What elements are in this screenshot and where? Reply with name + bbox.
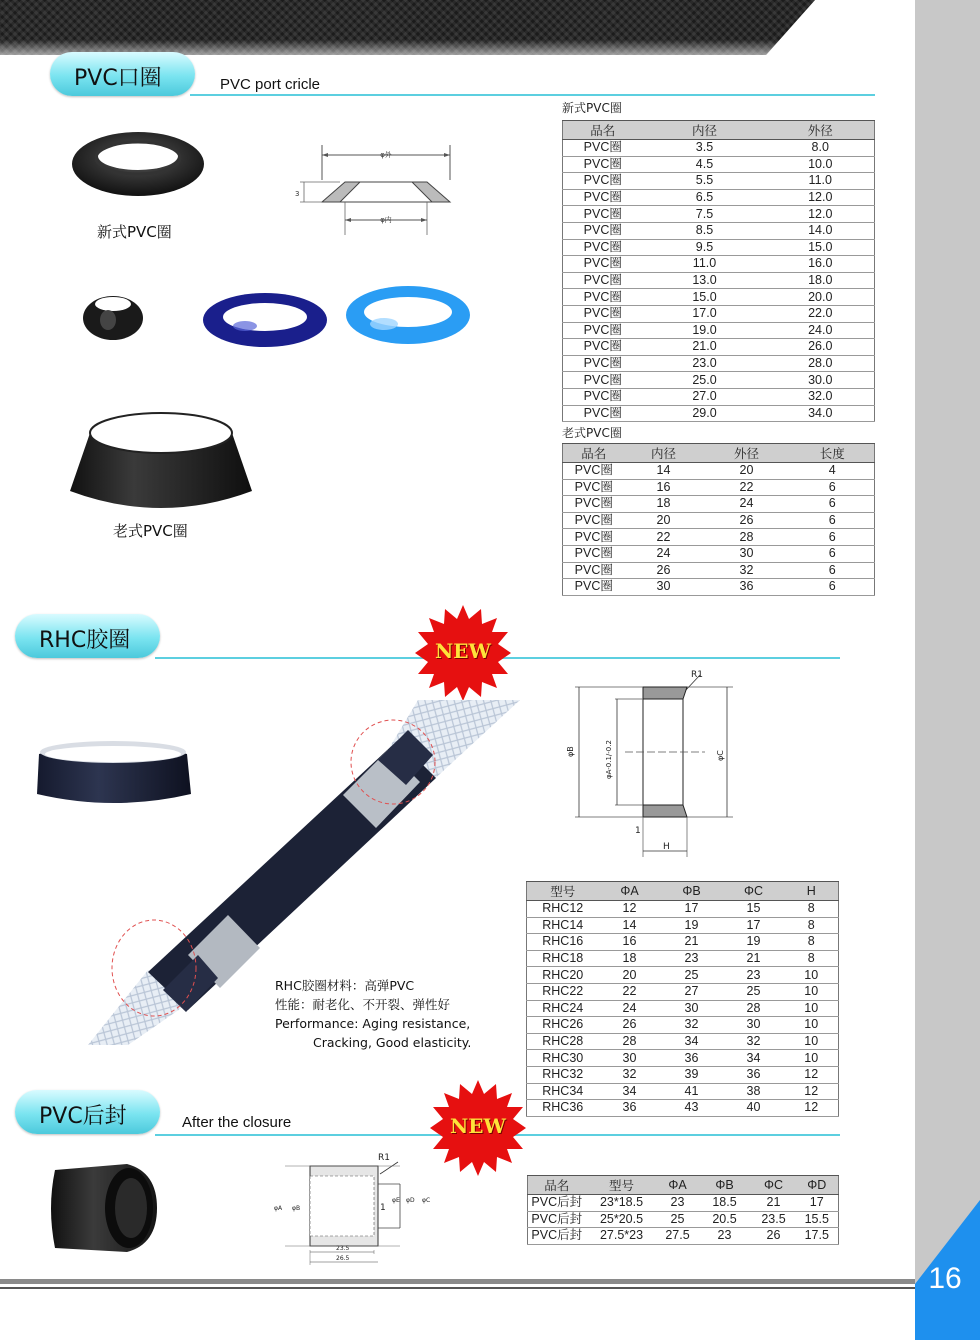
table-header-row — [527, 882, 839, 901]
table-row — [527, 1050, 839, 1067]
old-style-caption: 老式PVC圈 — [113, 522, 188, 540]
table-cell: PVC圈 — [563, 545, 625, 562]
closure-image — [45, 1162, 160, 1257]
column-header: 型号 — [527, 882, 599, 901]
pvc-height-label: 3 — [295, 190, 300, 198]
section-title-pvc-ring — [50, 52, 195, 96]
table-row — [527, 983, 839, 1000]
table-cell: 34 — [599, 1083, 661, 1100]
table-header-row — [528, 1176, 839, 1195]
table-row — [563, 206, 875, 223]
table-cell: 23 — [698, 1228, 752, 1245]
closure-r1-label: R1 — [378, 1153, 390, 1163]
small-black-ring-image — [80, 292, 146, 342]
table-cell: 20 — [599, 967, 661, 984]
table-cell: PVC圈 — [563, 463, 625, 480]
table-cell: 27.5*23 — [586, 1228, 658, 1245]
navy-ring-image — [200, 290, 330, 350]
table-cell: 10.0 — [767, 156, 875, 173]
table-cell: 27.5 — [658, 1228, 698, 1245]
table-cell: 10 — [785, 1000, 839, 1017]
table-row — [563, 222, 875, 239]
table-cell: PVC圈 — [563, 222, 643, 239]
section-subtitle: PVC port cricle — [220, 76, 321, 93]
section-title-text: PVC后封 — [39, 1104, 127, 1129]
old-style-ring-image — [68, 405, 254, 515]
table-row — [527, 901, 839, 918]
rhc-performance-line-2: Cracking, Good elasticity. — [313, 1035, 472, 1050]
table-row — [563, 339, 875, 356]
table-cell: 30 — [723, 1017, 785, 1034]
table-cell: 21 — [661, 934, 723, 951]
table-cell: 23.0 — [643, 355, 767, 372]
column-header: ΦB — [661, 882, 723, 901]
table-row — [563, 388, 875, 405]
table-cell: 10 — [785, 967, 839, 984]
footer-rule — [0, 1279, 915, 1284]
table-cell: 4.5 — [643, 156, 767, 173]
section-title-text: RHC胶圈 — [39, 628, 131, 653]
column-header: 品名 — [563, 121, 643, 140]
table-header-row — [563, 121, 875, 140]
right-side-bar — [915, 0, 980, 1340]
table-cell: PVC圈 — [563, 239, 643, 256]
table-cell: RHC36 — [527, 1100, 599, 1117]
column-header: 品名 — [563, 444, 625, 463]
table-cell: 8 — [785, 901, 839, 918]
table-cell: 21.0 — [643, 339, 767, 356]
table-cell: PVC圈 — [563, 512, 625, 529]
table-cell: 41 — [661, 1083, 723, 1100]
table-cell: 36 — [723, 1066, 785, 1083]
table-cell: 23*18.5 — [586, 1195, 658, 1212]
table-cell: 21 — [723, 950, 785, 967]
table-cell: PVC圈 — [563, 173, 643, 190]
table-cell: PVC圈 — [563, 272, 643, 289]
rhc-h-label: H — [663, 842, 670, 852]
table-row — [527, 1017, 839, 1034]
table-cell: 22 — [703, 479, 791, 496]
table-cell: 25 — [723, 983, 785, 1000]
table-cell: 30 — [703, 545, 791, 562]
table-row — [563, 479, 875, 496]
table-cell: 6 — [791, 529, 875, 546]
table-row — [563, 173, 875, 190]
table-cell: 28 — [703, 529, 791, 546]
table-cell: 12 — [599, 901, 661, 918]
table-cell: PVC圈 — [563, 372, 643, 389]
table-cell: 12 — [785, 1083, 839, 1100]
table-cell: 20.5 — [698, 1211, 752, 1228]
table-cell: PVC后封 — [528, 1195, 586, 1212]
table-row — [563, 289, 875, 306]
table-cell: 22 — [625, 529, 703, 546]
table-row — [527, 1033, 839, 1050]
section-rule — [190, 94, 875, 96]
table-cell: 15.0 — [767, 239, 875, 256]
table-cell: 36 — [599, 1100, 661, 1117]
rhc-material-line: RHC胶圈材料：高弹PVC — [275, 978, 415, 993]
table-row — [563, 405, 875, 422]
section-title-closure — [15, 1090, 160, 1134]
table-cell: 25 — [661, 967, 723, 984]
table-cell: 32 — [723, 1033, 785, 1050]
closure-w1-label: 23.5 — [336, 1245, 350, 1252]
light-blue-ring-image — [344, 284, 472, 346]
table-cell: 6.5 — [643, 189, 767, 206]
table-row — [563, 496, 875, 513]
section-title-rhc — [15, 614, 160, 658]
table-cell: 12 — [785, 1066, 839, 1083]
column-header: ΦA — [599, 882, 661, 901]
old-style-table-label: 老式PVC圈 — [562, 426, 622, 440]
table-cell: 15.5 — [796, 1211, 839, 1228]
table-cell: 27.0 — [643, 388, 767, 405]
table-cell: 24 — [625, 545, 703, 562]
table-cell: 25 — [658, 1211, 698, 1228]
table-cell: 14.0 — [767, 222, 875, 239]
table-cell: 8 — [785, 917, 839, 934]
table-cell: 24.0 — [767, 322, 875, 339]
table-cell: 11.0 — [767, 173, 875, 190]
table-row — [527, 917, 839, 934]
table-cell: 8.0 — [767, 140, 875, 157]
table-cell: PVC后封 — [528, 1228, 586, 1245]
table-cell: 10 — [785, 1033, 839, 1050]
closure-a-label: φA — [274, 1205, 283, 1212]
table-cell: PVC圈 — [563, 529, 625, 546]
table-cell: 30 — [599, 1050, 661, 1067]
table-row — [563, 579, 875, 596]
table-cell: PVC圈 — [563, 256, 643, 273]
table-cell: 8.5 — [643, 222, 767, 239]
new-style-table-label: 新式PVC圈 — [562, 101, 622, 115]
column-header: ΦB — [698, 1176, 752, 1195]
table-cell: RHC26 — [527, 1017, 599, 1034]
table-cell: RHC34 — [527, 1083, 599, 1100]
table-cell: 17 — [661, 901, 723, 918]
table-cell: PVC圈 — [563, 305, 643, 322]
table-row — [528, 1211, 839, 1228]
rhc-a-label: φA-0.1/-0.2 — [605, 740, 613, 779]
table-cell: PVC圈 — [563, 140, 643, 157]
rhc-r1-label: R1 — [691, 670, 703, 680]
column-header: 内径 — [625, 444, 703, 463]
table-cell: 24 — [599, 1000, 661, 1017]
table-cell: 25*20.5 — [586, 1211, 658, 1228]
rhc-description — [275, 976, 471, 1052]
table-cell: 30 — [661, 1000, 723, 1017]
table-cell: PVC圈 — [563, 156, 643, 173]
column-header: 外径 — [703, 444, 791, 463]
table-cell: 6 — [791, 579, 875, 596]
column-header: ΦC — [752, 1176, 796, 1195]
closure-drawing — [270, 1150, 450, 1270]
table-cell: 20 — [703, 463, 791, 480]
table-cell: RHC22 — [527, 983, 599, 1000]
table-cell: RHC12 — [527, 901, 599, 918]
table-cell: 19 — [723, 934, 785, 951]
table-cell: 23.5 — [752, 1211, 796, 1228]
column-header: 品名 — [528, 1176, 586, 1195]
table-cell: RHC24 — [527, 1000, 599, 1017]
table-cell: 28.0 — [767, 355, 875, 372]
table-cell: 18 — [625, 496, 703, 513]
pvc-outer-label: φ外 — [380, 151, 392, 159]
table-cell: 32 — [599, 1066, 661, 1083]
table-row — [563, 463, 875, 480]
table-cell: 10 — [785, 1017, 839, 1034]
table-cell: 14 — [599, 917, 661, 934]
column-header: ΦC — [723, 882, 785, 901]
closure-one-label: 1 — [380, 1203, 386, 1213]
table-cell: 25.0 — [643, 372, 767, 389]
table-cell: 23 — [723, 967, 785, 984]
table-cell: PVC圈 — [563, 189, 643, 206]
table-cell: PVC圈 — [563, 405, 643, 422]
table-cell: 12.0 — [767, 206, 875, 223]
table-cell: RHC14 — [527, 917, 599, 934]
table-cell: RHC32 — [527, 1066, 599, 1083]
table-cell: 16 — [625, 479, 703, 496]
table-cell: 8 — [785, 934, 839, 951]
table-cell: 19.0 — [643, 322, 767, 339]
pvc-ring-drawing — [290, 140, 460, 240]
table-cell: 17 — [796, 1195, 839, 1212]
rhc-b-label: φB — [566, 746, 575, 757]
rhc-table — [526, 881, 839, 1117]
table-row — [527, 1066, 839, 1083]
table-cell: 3.5 — [643, 140, 767, 157]
table-cell: RHC16 — [527, 934, 599, 951]
table-cell: 32 — [703, 562, 791, 579]
table-row — [563, 512, 875, 529]
table-cell: 32.0 — [767, 388, 875, 405]
table-cell: 38 — [723, 1083, 785, 1100]
closure-e-label: φE — [392, 1197, 400, 1204]
table-row — [563, 545, 875, 562]
table-cell: PVC圈 — [563, 289, 643, 306]
table-row — [527, 1000, 839, 1017]
table-cell: PVC圈 — [563, 355, 643, 372]
table-cell: 30.0 — [767, 372, 875, 389]
table-cell: PVC圈 — [563, 339, 643, 356]
table-cell: 7.5 — [643, 206, 767, 223]
new-style-ring-image — [68, 120, 208, 200]
table-cell: 43 — [661, 1100, 723, 1117]
table-row — [563, 529, 875, 546]
table-cell: 6 — [791, 496, 875, 513]
table-cell: RHC18 — [527, 950, 599, 967]
table-cell: PVC圈 — [563, 479, 625, 496]
table-cell: 28 — [599, 1033, 661, 1050]
new-badge-text: NEW — [435, 639, 491, 663]
table-header-row — [563, 444, 875, 463]
table-cell: 5.5 — [643, 173, 767, 190]
table-row — [528, 1195, 839, 1212]
table-cell: 14 — [625, 463, 703, 480]
column-header: ΦD — [796, 1176, 839, 1195]
column-header: ΦA — [658, 1176, 698, 1195]
table-row — [563, 322, 875, 339]
section-title-text: PVC口圈 — [74, 66, 162, 91]
table-cell: 23 — [658, 1195, 698, 1212]
table-cell: 26 — [599, 1017, 661, 1034]
table-row — [563, 562, 875, 579]
table-row — [563, 355, 875, 372]
table-row — [527, 1083, 839, 1100]
column-header: 外径 — [767, 121, 875, 140]
table-cell: 16.0 — [767, 256, 875, 273]
old-style-table — [562, 443, 875, 596]
table-cell: PVC后封 — [528, 1211, 586, 1228]
table-cell: 11.0 — [643, 256, 767, 273]
table-cell: 6 — [791, 562, 875, 579]
table-cell: 15 — [723, 901, 785, 918]
table-cell: 6 — [791, 512, 875, 529]
closure-table — [527, 1175, 839, 1245]
table-cell: 12.0 — [767, 189, 875, 206]
table-cell: 24 — [703, 496, 791, 513]
table-cell: 26 — [703, 512, 791, 529]
table-cell: 40 — [723, 1100, 785, 1117]
table-row — [563, 189, 875, 206]
table-cell: 9.5 — [643, 239, 767, 256]
table-cell: PVC圈 — [563, 388, 643, 405]
table-row — [528, 1228, 839, 1245]
table-cell: 17.0 — [643, 305, 767, 322]
table-row — [563, 305, 875, 322]
column-header: 型号 — [586, 1176, 658, 1195]
table-row — [527, 1100, 839, 1117]
closure-d-label: φD — [406, 1197, 415, 1204]
table-cell: 15.0 — [643, 289, 767, 306]
table-cell: 17.5 — [796, 1228, 839, 1245]
table-row — [527, 950, 839, 967]
table-cell: 26 — [752, 1228, 796, 1245]
table-cell: 34 — [723, 1050, 785, 1067]
table-cell: 6 — [791, 479, 875, 496]
table-cell: 28 — [723, 1000, 785, 1017]
table-row — [563, 372, 875, 389]
table-cell: 13.0 — [643, 272, 767, 289]
table-cell: PVC圈 — [563, 206, 643, 223]
rhc-one-label: 1 — [635, 826, 641, 836]
table-cell: 30 — [625, 579, 703, 596]
table-row — [527, 934, 839, 951]
table-cell: 20.0 — [767, 289, 875, 306]
table-cell: RHC30 — [527, 1050, 599, 1067]
new-badge-text: NEW — [450, 1114, 506, 1138]
table-cell: 26.0 — [767, 339, 875, 356]
table-cell: PVC圈 — [563, 562, 625, 579]
table-cell: 16 — [599, 934, 661, 951]
table-cell: 20 — [625, 512, 703, 529]
table-cell: 39 — [661, 1066, 723, 1083]
table-cell: RHC28 — [527, 1033, 599, 1050]
table-cell: 27 — [661, 983, 723, 1000]
table-cell: 21 — [752, 1195, 796, 1212]
table-cell: 36 — [661, 1050, 723, 1067]
section-subtitle: After the closure — [182, 1114, 292, 1131]
table-cell: 34.0 — [767, 405, 875, 422]
table-cell: 26 — [625, 562, 703, 579]
rhc-property-line: 性能：耐老化、不开裂、弹性好 — [275, 997, 451, 1012]
table-row — [563, 156, 875, 173]
table-row — [563, 272, 875, 289]
new-style-table — [562, 120, 875, 422]
table-cell: 18 — [599, 950, 661, 967]
table-cell: PVC圈 — [563, 322, 643, 339]
table-row — [563, 239, 875, 256]
column-header: 内径 — [643, 121, 767, 140]
table-cell: 18.5 — [698, 1195, 752, 1212]
table-cell: 4 — [791, 463, 875, 480]
column-header: H — [785, 882, 839, 901]
table-cell: 34 — [661, 1033, 723, 1050]
table-cell: RHC20 — [527, 967, 599, 984]
table-cell: 12 — [785, 1100, 839, 1117]
table-cell: 22.0 — [767, 305, 875, 322]
table-cell: 29.0 — [643, 405, 767, 422]
table-cell: 19 — [661, 917, 723, 934]
rhc-drawing — [555, 665, 745, 865]
table-cell: 18.0 — [767, 272, 875, 289]
table-cell: PVC圈 — [563, 496, 625, 513]
table-row — [563, 140, 875, 157]
new-style-caption: 新式PVC圈 — [97, 223, 172, 241]
table-cell: 36 — [703, 579, 791, 596]
table-cell: 10 — [785, 983, 839, 1000]
pvc-inner-label: φ内 — [380, 216, 392, 224]
rhc-c-label: φC — [716, 750, 725, 761]
table-cell: PVC圈 — [563, 579, 625, 596]
page-number: 16 — [928, 1262, 962, 1295]
table-cell: 17 — [723, 917, 785, 934]
table-cell: 22 — [599, 983, 661, 1000]
table-row — [527, 967, 839, 984]
table-cell: 23 — [661, 950, 723, 967]
table-row — [563, 256, 875, 273]
rhc-performance-line: Performance: Aging resistance, — [275, 1016, 471, 1031]
closure-w2-label: 26.5 — [336, 1255, 350, 1262]
table-cell: 10 — [785, 1050, 839, 1067]
table-cell: 8 — [785, 950, 839, 967]
table-cell: 32 — [661, 1017, 723, 1034]
table-cell: 6 — [791, 545, 875, 562]
footer-rule-thin — [0, 1287, 915, 1289]
closure-b-label: φB — [292, 1205, 301, 1212]
closure-c-label: φC — [422, 1197, 431, 1204]
column-header: 长度 — [791, 444, 875, 463]
